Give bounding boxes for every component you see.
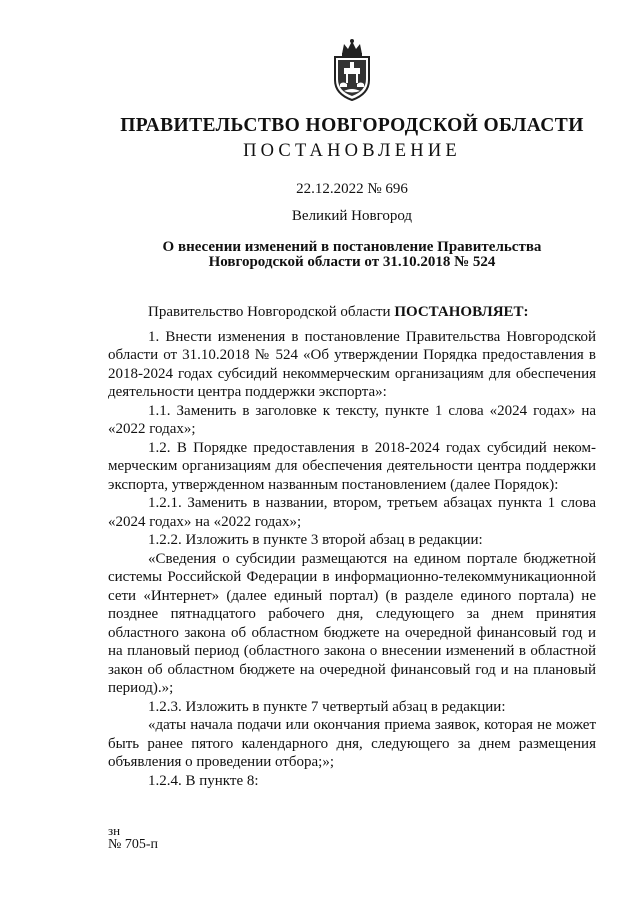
preamble bbox=[108, 303, 596, 322]
document-body bbox=[108, 303, 596, 790]
paragraph: 1.2. В Порядке предоставления в 2018-2024 годах субсидий неком-мерческим организациям для обеспечения деятельности центра поддержки экспорта, утвержденном названным постановлением (далее Порядок): bbox=[108, 439, 596, 493]
paragraph: 1.2.3. Изложить в пункте 7 четвертый абзац в редакции: bbox=[148, 698, 506, 715]
paragraph: 1.2.1. Заменить в названии, втором, третьем абзацах пункта 1 слова «2024 годах» на «2022 годах»; bbox=[108, 495, 596, 530]
paragraph: 1.1. Заменить в заголовке к тексту, пункте 1 слова «2024 годах» на «2022 годах»; bbox=[108, 402, 596, 437]
coat-of-arms-icon bbox=[329, 38, 375, 102]
document-type: ПОСТАНОВЛЕНИЕ bbox=[243, 141, 461, 161]
preamble-text: Правительство Новгородской области bbox=[148, 304, 395, 320]
preamble-resolve: ПОСТАНОВЛЯЕТ: bbox=[394, 304, 529, 320]
government-title: ПРАВИТЕЛЬСТВО НОВГОРОДСКОЙ ОБЛАСТИ bbox=[120, 115, 584, 136]
quoted-paragraph: «Сведения о субсидии размещаются на едином портале бюджетной системы Российской Федерации в информационно-телекоммуникационной сети «Интернет» (далее единый портал) (в разделе единого портала) не позднее пятнадцатого рабочего дня, следующего за днем принятия областного закона об областном бюджете на очередной финансовый год и на плановый период (областного закона о внесении изменений в областной закон об областном бюджете на очередной финансовый год и на плановый период).»; bbox=[108, 550, 596, 696]
subject-line-2: Новгородской области от 31.10.2018 № 524 bbox=[208, 254, 496, 270]
paragraph: 1. Внести изменения в постановление Правительства Новгородской области от 31.10.2018 № 524 «Об утверждении Порядка предоставления в 2018-2024 годах субсидий некоммерческим организациям для обеспечения деятельности центра поддержки экспорта»: bbox=[108, 328, 596, 400]
executor-initials: зн bbox=[108, 823, 121, 838]
paragraph: 1.2.2. Изложить в пункте 3 второй абзац в редакции: bbox=[148, 532, 483, 548]
quoted-paragraph: «даты начала подачи или окончания приема заявок, которая не может быть ранее пятого календарного дня, следующего за днем размещения объявления о проведении отбора;»; bbox=[108, 717, 596, 770]
document-subject bbox=[0, 240, 640, 270]
city: Великий Новгород bbox=[291, 208, 413, 224]
subject-line-1: О внесении изменений в постановление Правительства bbox=[162, 239, 542, 255]
document-footer bbox=[108, 824, 158, 852]
date-and-number: 22.12.2022 № 696 bbox=[296, 181, 408, 197]
draft-code: № 705-п bbox=[108, 837, 159, 852]
paragraph: 1.2.4. В пункте 8: bbox=[148, 772, 259, 789]
